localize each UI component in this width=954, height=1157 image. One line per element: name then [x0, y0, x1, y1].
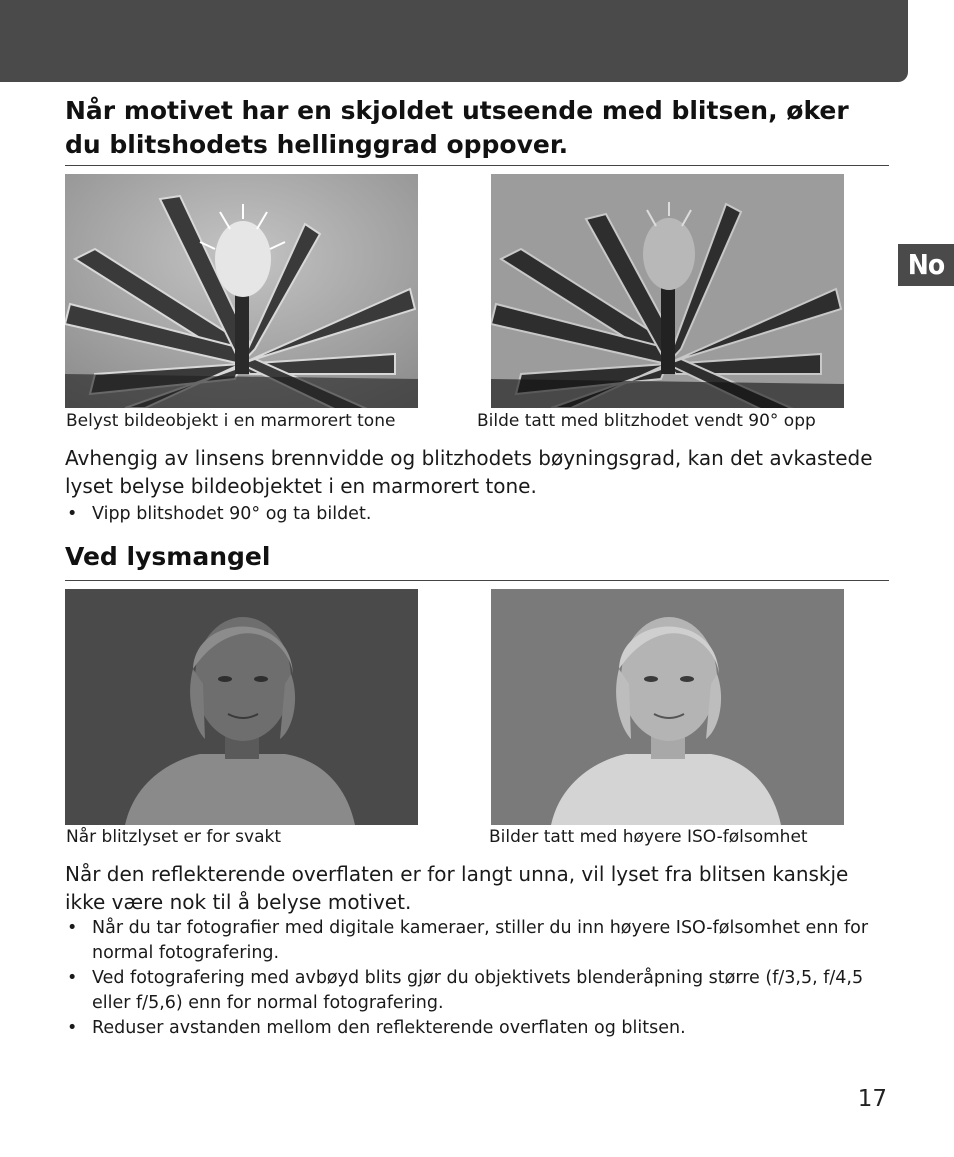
section1-bullet-list: [65, 502, 895, 527]
section-heading-low-light: Ved lysmangel: [65, 542, 271, 571]
photo-plant-marbled: [65, 174, 418, 408]
section2-bullet-list: [65, 916, 895, 1041]
page-number: 17: [857, 1086, 887, 1112]
caption-flash-tilted: Bilde tatt med blitzhodet vendt 90° opp: [477, 411, 816, 431]
photo-portrait-high-iso: [491, 589, 844, 825]
section-heading-flash-tilt: Når motivet har en skjoldet utseende med blitsen, øker du blitshodets hellinggrad oppover.: [65, 96, 849, 159]
section1-paragraph: Avhengig av linsens brennvidde og blitzhodets bøyningsgrad, kan det avkastede lyset belyse bildeobjektet i en marmorert tone.: [65, 446, 873, 498]
bullet-item: • Ved fotografering med avbøyd blits gjør du objektivets blenderåpning større (f/3,5, f/4,5 eller f/5,6) enn for normal fotografering.: [65, 966, 895, 1016]
heading-divider: [65, 580, 889, 581]
bullet-item: • Vipp blitshodet 90° og ta bildet.: [65, 502, 895, 527]
header-bar: [0, 0, 908, 82]
bullet-item: • Når du tar fotografier med digitale kameraer, stiller du inn høyere ISO-følsomhet enn for normal fotografering.: [65, 916, 895, 966]
photo-plant-flash-tilted: [491, 174, 844, 408]
section2-paragraph: Når den reflekterende overflaten er for langt unna, vil lyset fra blitsen kanskje ikke være nok til å belyse motivet.: [65, 862, 849, 914]
bullet-item: • Reduser avstanden mellom den reflekterende overflaten og blitsen.: [65, 1016, 895, 1041]
caption-high-iso: Bilder tatt med høyere ISO-følsomhet: [489, 827, 808, 847]
heading-divider: [65, 165, 889, 166]
photo-portrait-dim: [65, 589, 418, 825]
caption-marbled: Belyst bildeobjekt i en marmorert tone: [66, 411, 396, 431]
caption-dim-flash: Når blitzlyset er for svakt: [66, 827, 281, 847]
language-tab: No: [898, 244, 954, 286]
